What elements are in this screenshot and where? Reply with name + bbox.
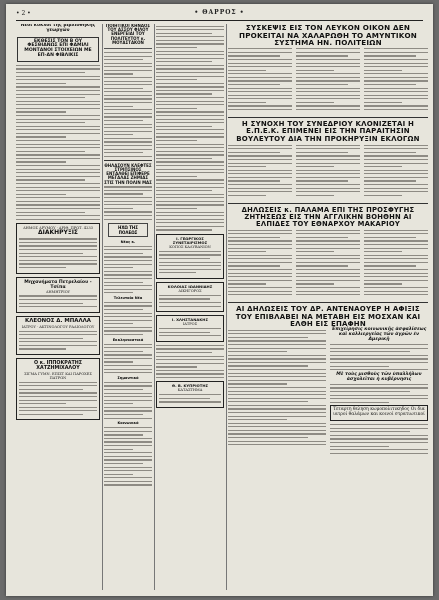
headline: ΕΚΘΕΣΙΣ ΤΟΝ Β ΟΥ ΦΕΣΘΙΑΝΩΣ ΕΠΙ ΦΑΜΙΛΙ ΜΟΝΤΑΝΟΙ ΣΤΟΙΧΕΙΩΝ ΜΕ ΕΠ-ΑΝ ΦΙΒΛΙΚΙΣ [17, 37, 99, 62]
ad-subtitle: ΚΟΠΟΣ ΚΑΛΥΒΑΝΙΩΝ [169, 244, 211, 249]
doctor-ad [156, 315, 224, 342]
business-ad [16, 277, 100, 313]
article-text [296, 48, 360, 112]
article-text [104, 302, 152, 335]
article-text [330, 344, 428, 370]
school-ad [16, 358, 100, 420]
column-rule [154, 24, 155, 590]
article-text [104, 246, 152, 294]
ad-subtitle: ΣΙΓΜΑ ΓΥΜΝ. ΕΠΙΣΤ ΚΑΙ ΠΑΡΟΧΕΣ ΠΑΤΡΩΝ [24, 371, 92, 380]
ad-subtitle: ΙΑΤΡΟΣ [182, 322, 198, 327]
doctor-ad [16, 316, 100, 355]
ad-title: ΚΟΛΟΙΑΣ ΙΩΑΝΝΙΔΗΣ [167, 283, 213, 289]
article-text [228, 48, 292, 112]
column-3 [156, 24, 224, 590]
lawyer-ad [156, 282, 224, 312]
newspaper-page [6, 4, 433, 596]
headline: Ἐπιχείρησις κοινωνικῆς ἀσφαλίσεως καὶ καλλιεργείας τῶν ἀγρῶν ἐν Αμερικῇ [331, 327, 427, 342]
subheading: Σημαντικά [117, 375, 139, 380]
headline: ΑΙ ΔΗΛΩΣΕΙΣ ΤΟΥ ΔΡ. ΑΝΤΕΝΑΟΥΕΡ Η ΑΦΙΞΙΣ ΤΟΥ ΕΠΙΒΛΑΒΕΙ ΝΑ ΜΕΤΑΒΗ ΕΙΣ ΜΟΣΧΑΝ ΚΑΙ ΕΛΘΗ ΕΙΣ ΕΠΑΦΗΝ [235, 305, 421, 328]
ad-title: Ι. ΓΕΩΡΓΙΚΟΣ ΣΥΝΕΤΑΙΡΙΣΜΟΣ [172, 235, 208, 245]
article-text [156, 345, 224, 378]
subheading: Νέος κ. [120, 239, 136, 244]
subheading: Τελευταία Νέα [113, 295, 143, 300]
notice-ad [16, 223, 100, 274]
ad-subtitle: ΚΑΤΑΣΤΗΜΑ [177, 388, 203, 393]
article-text [104, 186, 152, 219]
article-text [16, 65, 100, 220]
ad-subtitle: ΔΗΜΟΣ ΔΡΥΜΟΥ · ΑΡΙΘ. ΠΡΩΤ. 4233 [23, 225, 93, 230]
headline: Η ΣΥΝΟΧΗ ΤΟΥ ΣΥΝΕΔΡΙΟΥ ΚΛΟΝΙΖΕΤΑΙ Η Ε.Π.Ε.Κ. ΕΠΙΜΕΝΕΙ ΕΙΣ ΤΗΝ ΠΑΡΑΙΤΗΣΙΝ ΒΟΥΛΕΥΤΟΥ ΔΙΑ ΤΗΝ ΠΡΟΚΗΡΥΞΙΝ ΕΚΛΟΓΩΝ [236, 120, 420, 143]
article-text [364, 145, 428, 199]
article-text [104, 427, 152, 485]
ad-title: Μηχανήματα Πετρελαίου - Τσίπα [24, 279, 92, 290]
headline: ΔΗΛΩΣΕΙΣ κ. ΠΑΛΑΜΑ ΕΠΙ ΤΗΣ ΠΡΟΣΦΥΓΗΣ ΖΗΤΗΣΕΩΣ ΕΙΣ ΤΗΝ ΑΓΓΛΙΚΗΝ ΒΟΗΘΗΝ ΑΙ ΕΛΠΙΔΕΣ ΤΟΥ ΕΘΝΑΡΧΟΥ ΜΑΚΑΡΙΟΥ [241, 205, 415, 229]
ad-subtitle: ΔΙΚΗΓΟΡΟΣ [178, 289, 202, 294]
article-text [104, 382, 152, 419]
column-4 [228, 24, 428, 590]
article-text [228, 145, 292, 199]
headline: Νέοι κύκλοι της βιβλιοθήκης γεωργών [20, 24, 96, 33]
section-header: ΗΧΩ ΤΗΣ ΠΟΛΕΩΣ [108, 223, 148, 237]
ad-subtitle: ΙΑΤΡΟΥ · ΑΚΤΙΝΟΛΟΓΟΥ ΡΑΔΙΟΛΟΓΟΥ [21, 324, 95, 329]
subheading: Κοινωνικά [117, 421, 139, 426]
headline: Μὲ τοὺς μισθοὺς τῶν ὑπαλλήλων ἀσχολεῖται ἡ κυβέρνησις [336, 371, 422, 382]
article-text [104, 52, 152, 157]
column-rule [102, 24, 103, 590]
column-2 [104, 24, 152, 590]
article-text [364, 230, 428, 298]
boxed-notice [330, 405, 428, 421]
cooperative-ad [156, 234, 224, 279]
ad-title: Ο κ. ΙΠΠΟΚΡΑΤΗΣ ΧΑΤΖΗΜΙΧΑΛΟΥ [33, 360, 83, 372]
ad-title: Θ. Β. ΚΥΠΡΙΟΤΗΣ [171, 383, 209, 389]
headline: ΘΗΛΑΣΟΥΝ ΚΛΕΦΤΕΣ ΣΤΡΙΠΣΙΝΟΣ ΕΝΤΑΛΘΕΙ ΕΠΙΦΕΡΕ ΜΕΓΑΛΑΣ ΖΗΜΙΑΣ ΣΤΙΣ ΤΗΝ ΠΟΛΙΝ ΜΑΣ [104, 162, 152, 185]
article-text [296, 145, 360, 199]
article-text [330, 384, 428, 403]
column-rule [226, 24, 227, 590]
article-text [156, 26, 224, 231]
column-1 [16, 24, 100, 590]
headline: ΣΥΣΚΕΨΙΣ ΕΙΣ ΤΟΝ ΛΕΥΚΟΝ ΟΙΚΟΝ ΔΕΝ ΠΡΟΚΕΙΤΑΙ ΝΑ ΧΑΛΑΡΩΘΗ ΤΟ ΑΜΥΝΤΙΚΟΝ ΣΥΣΤΗΜΑ ΗΝ. ΠΟΛΙΤΕΙΩΝ [238, 24, 418, 48]
headline: ΠΟΙΗΤΙΚΟΙ ΚΗΝΔΟΣ ΤΟΥ ΑΣΣΟΥ ΦΙΛΟΥ ΕΝΕΡΓΕΙΑΙ ΤΟΥ ΠΟΛΙΤΕΥΤΟΥ κ. ΜΟΥΑΣΤΑΚΟΝ [105, 24, 151, 45]
shop-ad [156, 381, 224, 408]
article-text [330, 424, 428, 454]
article-text [104, 344, 152, 374]
article-text [296, 230, 360, 298]
ad-title: ΚΛΕΟΝΟΣ Δ. ΜΠΑΛΛΑ [25, 317, 91, 324]
article-text [228, 330, 326, 446]
article-text [364, 48, 428, 112]
ad-title: ΔΙΑΚΗΡΥΞΙΣ [37, 229, 79, 237]
newspaper-name: • ΘΑΡΡΟΣ • [194, 9, 245, 16]
article-text [228, 230, 292, 298]
page-number: • 2 • [16, 10, 31, 17]
ad-title: Ι. ΧΛΗΣΤΑΝΑΚΗΣ [171, 317, 209, 323]
masthead [16, 8, 423, 21]
ad-subtitle: ΔΗΜΗΤΡΙΟΥ [45, 289, 71, 294]
notice-title: Τεταρτη θεληση κωμοπολιτικηδος Οι δια ιατροί θαλάμων και κοινοί στρατιωτικοί [333, 407, 425, 418]
subheading: Εκκλησιαστικά [112, 337, 144, 342]
